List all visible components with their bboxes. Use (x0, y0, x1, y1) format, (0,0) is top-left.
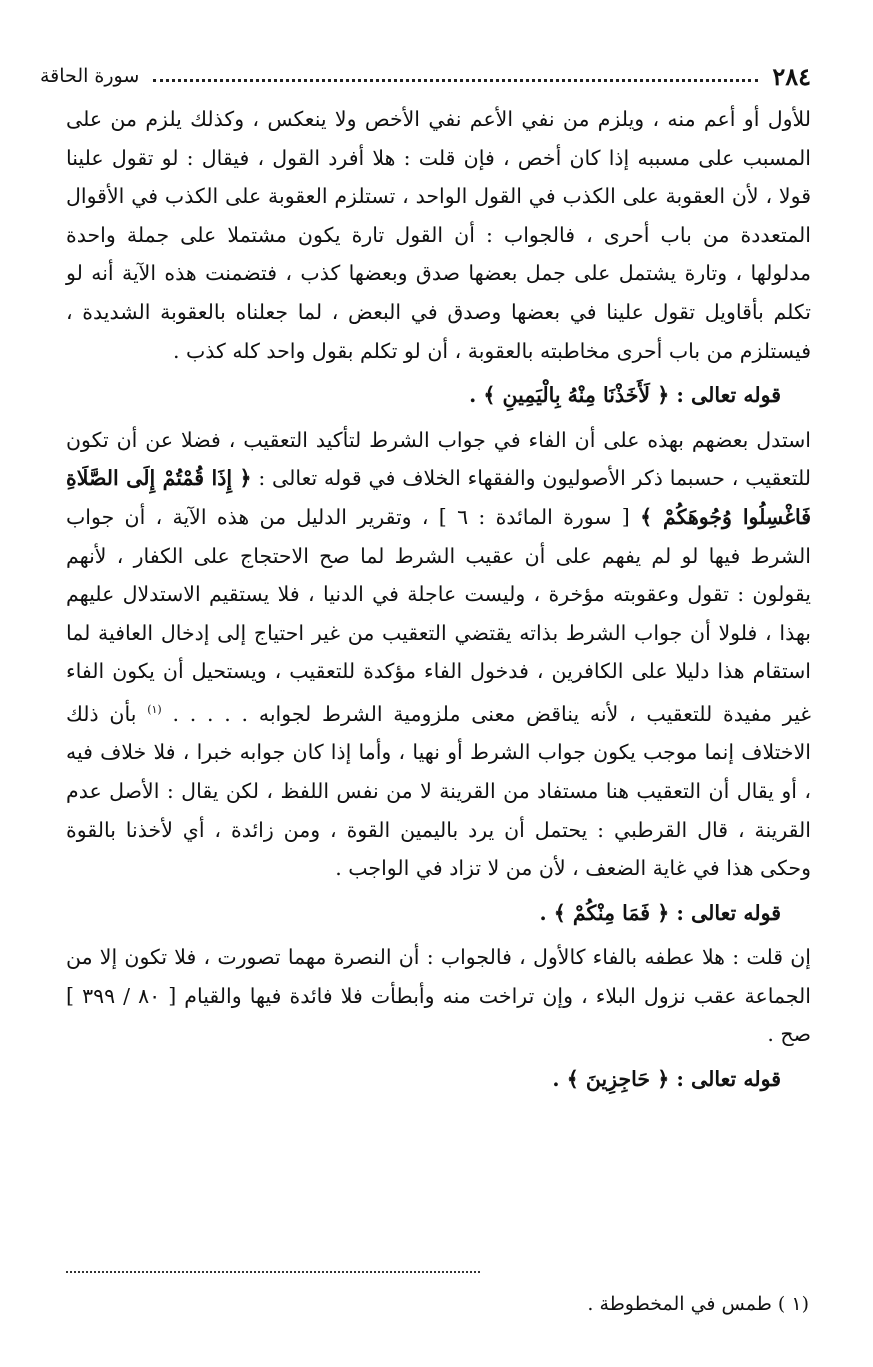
verse-heading-2 (66, 894, 811, 933)
paragraph-2 (66, 421, 811, 888)
verse-heading-prefix: قوله تعالى : (669, 900, 781, 925)
paragraph-2-part-1: استدل بعضهم بهذه على أن الفاء في جواب الشرط لتأكيد التعقيب ، فضلا عن أن تكون للتعقيب ، حسبما ذكر الأصوليون والفقهاء الخلاف في قوله تعالى : (66, 427, 811, 491)
verse-heading-suffix: . (552, 1067, 567, 1092)
paragraph-1: للأول أو أعم منه ، ويلزم من نفي الأعم نفي الأخص ولا ينعكس ، وكذلك يلزم من على المسبب على مسببه إذا كان أخص ، فإن قلت : هلا أفرد القول ، فيقال : لو تقول علينا قولا ، لأن العقوبة على الكذب في القول الواحد ، تستلزم العقوبة على الكذب في الأقوال المتعددة من باب أحرى ، فالجواب : أن القول تارة يكون مشتملا على جملة واحدة مدلولها ، وتارة يشتمل على جمل بعضها صدق وبعضها كذب ، فتضمنت هذه الآية أنه لو تكلم بأقاويل تقول علينا في بعضها وصدق في البعض ، لما جعلناه بالعقوبة الشديدة ، فيستلزم من باب أحرى مخاطبته بالعقوبة ، أن لو تكلم بقول واحد كله كذب . (66, 107, 811, 363)
verse-heading-prefix: قوله تعالى : (669, 1067, 781, 1092)
page-header (40, 58, 811, 94)
verse-heading-suffix: . (539, 900, 554, 925)
verse-heading-suffix: . (469, 383, 484, 408)
paragraph-2-part-3: بأن ذلك الاختلاف إنما موجب يكون جواب الشرط أو نهيا ، وأما إذا كان جوابه خبرا ، فلا خلاف فيه ، أو يقال أن التعقيب هنا مستفاد من القرينة لا من نفس اللفظ ، لكن يقال : الأصل عدم القرينة ، قال القرطبي : يحتمل أن يرد باليمين القوة ، ومن زائدة ، أي لأخذنا بالقوة وحكى هذا في غاية الضعف ، لأن من لا تزاد في الواجب . (66, 701, 811, 881)
paragraph-3: إن قلت : هلا عطفه بالفاء كالأول ، فالجواب : أن النصرة مهما تصورت ، فلا تكون إلا من الجماعة عقب نزول البلاء ، وإن تراخت منه وأبطأت فلا فائدة فيها والقيام [ ٨٠ / ٣٩٩ ] صح . (66, 945, 811, 1047)
quran-verse-inline: ﴿ إِذَا قُمْتُمْ إِلَى الصَّلَاةِ فَاغْسِلُوا وُجُوهَكُمْ ﴾ (66, 466, 811, 529)
footnote: (١ ) طمس في المخطوطة . (587, 1293, 809, 1315)
verse-heading-1 (66, 376, 811, 415)
surah-title: سورة الحاقة (40, 65, 140, 87)
footnote-marker: (١) (147, 702, 162, 716)
quran-verse: ﴿ حَاجِزِينَ ﴾ (566, 1067, 670, 1092)
quran-verse: ﴿ لَأَخَذْنَا مِنْهُ بِالْيَمِينِ ﴾ (483, 383, 670, 408)
header-dotted-rule (153, 79, 758, 82)
verse-heading-prefix: قوله تعالى : (669, 383, 781, 408)
paragraph-2-part-2: [ سورة المائدة : ٦ ] ، وتقرير الدليل من هذه الآية ، أن جواب الشرط فيها لو لم يفهم على أن عقيب الشرط لما صح الاحتجاج على الكفار ، لأنهم يقولون : تقول وعقوبته مؤخرة ، وليست عاجلة في الدنيا ، فلا يستقيم الاستدلال عليهم بهذا ، فلولا أن جواب الشرط بذاته يقتضي التعقيب من غير احتياج إلى إدخال العافية لما استقام هذا دليلا على الكافرين ، فدخول الفاء مؤكدة للتعقيب ، ويستحيل أن يكون الفاء غير مفيدة للتعقيب ، لأنه يناقض معنى ملزومية الشرط لجوابه . . . . . (66, 504, 812, 726)
body-text (66, 100, 811, 1105)
verse-heading-3 (66, 1060, 811, 1099)
footnote-dotted-rule (66, 1271, 480, 1273)
page-number: ٢٨٤ (772, 61, 811, 91)
quran-verse: ﴿ فَمَا مِنْكُمْ ﴾ (553, 900, 670, 925)
